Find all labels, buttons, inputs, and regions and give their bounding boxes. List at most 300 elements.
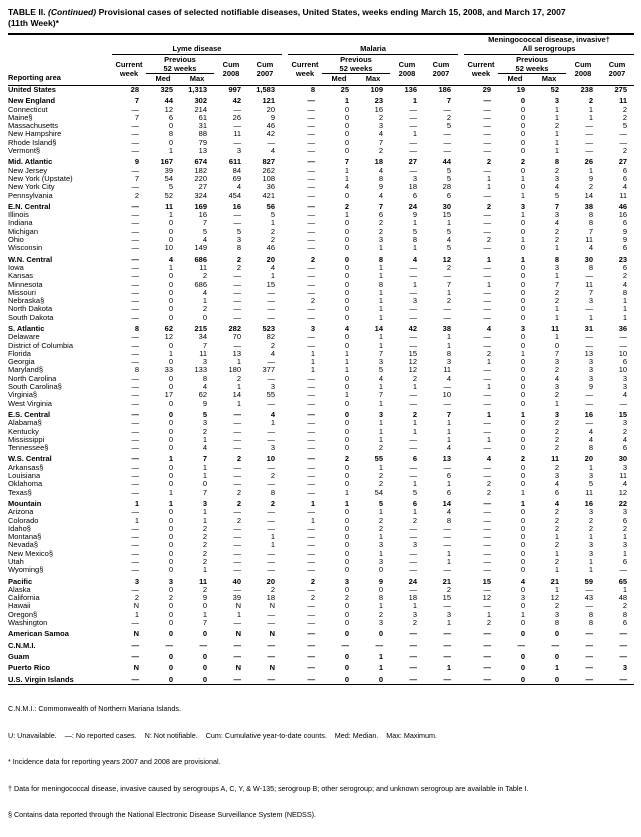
value-cell: 62: [164, 323, 173, 333]
value-cell: —: [443, 382, 452, 392]
current-week-header: Current week: [467, 60, 495, 79]
value-cell: 9: [622, 235, 628, 245]
value-cell: 0: [520, 243, 526, 253]
table-row: [8, 155, 634, 166]
value-cell: 56: [266, 201, 276, 211]
value-cell: 0: [168, 398, 173, 408]
value-cell: 10: [164, 243, 173, 253]
value-cell: 1: [446, 434, 452, 444]
value-cell: 3: [270, 443, 276, 453]
value-cell: 2: [446, 296, 452, 306]
value-cell: 1: [554, 137, 560, 147]
value-cell: 1: [412, 279, 418, 289]
value-cell: 8: [588, 218, 594, 228]
value-cell: —: [409, 271, 418, 281]
value-cell: 0: [168, 357, 173, 367]
value-cell: 25: [340, 84, 350, 94]
value-cell: 55: [374, 454, 384, 464]
value-cell: 2: [486, 479, 492, 489]
value-cell: 0: [168, 287, 173, 297]
value-cell: —: [585, 418, 594, 428]
reporting-area-cell: C.N.M.I.: [8, 640, 36, 650]
reporting-area-cell: Mountain: [8, 498, 42, 508]
reporting-area-cell: Idaho§: [8, 524, 31, 533]
value-cell: 1: [486, 434, 492, 444]
value-cell: 262: [262, 165, 276, 175]
value-cell: 0: [168, 279, 173, 289]
value-cell: 21: [550, 576, 560, 586]
value-cell: 0: [168, 462, 173, 472]
value-cell: —: [409, 434, 418, 444]
value-cell: 1: [236, 382, 241, 392]
value-cell: 1: [446, 557, 452, 566]
value-cell: —: [307, 235, 316, 245]
table-row: [8, 558, 634, 566]
value-cell: 0: [520, 104, 526, 114]
value-cell: 0: [344, 340, 350, 350]
value-cell: 1: [520, 409, 526, 419]
value-cell: 1: [588, 312, 594, 322]
value-cell: 6: [622, 165, 628, 175]
value-cell: —: [483, 340, 492, 350]
value-cell: —: [409, 165, 418, 175]
value-cell: 0: [520, 365, 526, 375]
value-cell: N: [235, 629, 241, 639]
value-cell: —: [131, 651, 139, 661]
value-cell: 4: [520, 576, 526, 586]
value-cell: 1: [378, 340, 384, 350]
value-cell: 0: [554, 629, 560, 639]
group-name: Meningococcal disease, invasive†: [488, 35, 610, 44]
table-row: [8, 480, 634, 488]
value-cell: 31: [198, 121, 207, 131]
value-cell: 0: [520, 296, 526, 306]
value-cell: 1: [270, 218, 276, 228]
value-cell: —: [409, 443, 418, 453]
value-cell: 8: [554, 157, 560, 167]
value-cell: 3: [588, 296, 594, 306]
value-cell: 0: [344, 532, 350, 542]
value-cell: —: [307, 443, 316, 453]
value-cell: 46: [618, 201, 628, 211]
value-cell: 4: [344, 182, 350, 192]
value-cell: 0: [168, 235, 173, 245]
value-cell: 0: [520, 523, 526, 533]
value-cell: 827: [262, 157, 276, 167]
value-cell: 238: [580, 84, 594, 94]
value-cell: 11: [619, 471, 628, 481]
value-cell: 0: [520, 304, 526, 314]
value-cell: —: [483, 565, 492, 575]
value-cell: 108: [262, 173, 276, 183]
value-cell: 11: [551, 323, 560, 333]
value-cell: 2: [202, 532, 207, 542]
value-cell: —: [307, 340, 316, 350]
value-cell: 30: [618, 454, 628, 464]
value-cell: —: [307, 137, 316, 147]
value-cell: 7: [202, 218, 207, 228]
value-cell: 4: [202, 235, 207, 245]
value-cell: —: [483, 584, 492, 594]
value-cell: 11: [199, 348, 207, 358]
value-cell: —: [267, 398, 276, 408]
value-cell: —: [131, 279, 139, 289]
value-cell: —: [307, 210, 316, 220]
value-cell: 1: [520, 190, 526, 200]
value-cell: 1: [588, 112, 594, 122]
value-cell: —: [131, 146, 139, 156]
reporting-area-cell: North Dakota: [8, 305, 53, 314]
value-cell: 0: [344, 104, 350, 114]
value-cell: 1: [168, 210, 173, 220]
table-row: [8, 314, 634, 322]
value-cell: —: [483, 271, 492, 281]
value-cell: 1: [344, 357, 350, 367]
value-cell: 7: [554, 279, 560, 289]
value-cell: —: [131, 357, 139, 367]
value-cell: 0: [168, 296, 173, 306]
value-cell: 2: [554, 426, 560, 436]
value-cell: 1: [134, 498, 139, 508]
value-cell: 0: [520, 312, 526, 322]
value-cell: —: [131, 243, 139, 253]
table-row: [8, 342, 634, 350]
value-cell: 3: [378, 409, 384, 419]
value-cell: 0: [168, 471, 173, 481]
value-cell: —: [409, 629, 418, 639]
value-cell: 0: [202, 479, 207, 489]
value-cell: 2: [622, 601, 628, 611]
table-continued-label: (Continued): [47, 7, 97, 17]
value-cell: 3: [554, 409, 560, 419]
value-cell: —: [307, 434, 316, 444]
value-cell: 2: [310, 254, 316, 264]
value-cell: —: [409, 532, 418, 542]
value-cell: 84: [232, 165, 241, 175]
value-cell: —: [131, 409, 139, 419]
value-cell: 2: [520, 157, 526, 167]
previous-52-weeks-label: Previous 52 weeks: [339, 55, 373, 73]
value-cell: 0: [202, 651, 207, 661]
value-cell: 3: [622, 663, 628, 673]
value-cell: —: [131, 398, 139, 408]
value-cell: 5: [168, 182, 173, 192]
table-row: [8, 436, 634, 444]
value-cell: 30: [584, 254, 594, 264]
value-cell: 0: [344, 296, 350, 306]
value-cell: —: [233, 471, 241, 481]
value-cell: —: [233, 640, 241, 650]
value-cell: 109: [370, 84, 384, 94]
value-cell: 1: [378, 382, 384, 392]
value-cell: 2: [270, 498, 276, 508]
table-row: [8, 322, 634, 333]
value-cell: 26: [584, 157, 594, 167]
value-cell: 4: [378, 190, 384, 200]
value-cell: 1: [412, 243, 418, 253]
value-cell: 1: [588, 462, 594, 472]
value-cell: —: [267, 507, 276, 517]
value-cell: —: [131, 479, 139, 489]
value-cell: —: [443, 271, 452, 281]
value-cell: 2: [554, 507, 560, 517]
value-cell: 0: [520, 340, 526, 350]
value-cell: 7: [344, 157, 350, 167]
value-cell: 0: [344, 523, 350, 533]
max-column-header: Max: [365, 74, 381, 84]
value-cell: 8: [622, 609, 628, 619]
value-cell: 2: [236, 515, 241, 525]
table-header: [8, 34, 634, 85]
value-cell: —: [307, 157, 316, 167]
value-cell: 0: [520, 398, 526, 408]
value-cell: —: [199, 640, 207, 650]
value-cell: 2: [622, 271, 628, 281]
value-cell: 1: [344, 365, 350, 375]
value-cell: —: [409, 462, 418, 472]
value-cell: 0: [344, 565, 350, 575]
table-row: [8, 383, 634, 391]
value-cell: 2: [622, 104, 628, 114]
value-cell: 0: [344, 651, 350, 661]
value-cell: 2: [310, 296, 316, 306]
value-cell: —: [267, 609, 276, 619]
value-cell: 5: [554, 190, 560, 200]
value-cell: —: [267, 287, 276, 297]
value-cell: 11: [551, 454, 560, 464]
reporting-area-cell: Louisiana: [8, 472, 41, 481]
value-cell: —: [233, 532, 241, 542]
value-cell: 0: [520, 462, 526, 472]
table-row: [8, 122, 634, 130]
value-cell: 11: [165, 201, 173, 211]
table-row: [8, 333, 634, 341]
value-cell: —: [483, 137, 492, 147]
value-cell: —: [585, 146, 594, 156]
value-cell: 8: [378, 173, 384, 183]
value-cell: 1: [554, 243, 560, 253]
value-cell: 0: [520, 121, 526, 131]
value-cell: —: [483, 390, 492, 400]
value-cell: 0: [520, 137, 526, 147]
value-cell: 2: [378, 226, 384, 236]
table-row: [8, 175, 634, 183]
value-cell: 1: [236, 357, 241, 367]
value-cell: —: [131, 121, 139, 131]
value-cell: —: [131, 507, 139, 517]
value-cell: 9: [134, 157, 139, 167]
value-cell: 169: [194, 201, 207, 211]
table-row: [8, 428, 634, 436]
value-cell: —: [483, 262, 492, 272]
value-cell: —: [267, 640, 276, 650]
value-cell: 1: [554, 548, 560, 558]
value-cell: 1: [520, 173, 526, 183]
value-cell: —: [131, 312, 139, 322]
value-cell: 4: [236, 182, 241, 192]
value-cell: —: [619, 629, 628, 639]
value-cell: 0: [168, 312, 173, 322]
value-cell: 0: [378, 565, 384, 575]
value-cell: —: [307, 557, 316, 566]
value-cell: 1: [202, 565, 207, 575]
value-cell: 0: [168, 618, 173, 628]
value-cell: —: [409, 471, 418, 481]
value-cell: 8: [310, 84, 316, 94]
value-cell: —: [619, 137, 628, 147]
value-cell: 2: [412, 515, 418, 525]
value-cell: 0: [168, 373, 173, 383]
value-cell: —: [307, 304, 316, 314]
value-cell: 11: [585, 487, 594, 497]
value-cell: —: [483, 507, 492, 517]
value-cell: 4: [446, 235, 452, 245]
reporting-area-cell: Hawaii: [8, 602, 31, 611]
value-cell: 3: [588, 548, 594, 558]
value-cell: —: [233, 434, 241, 444]
value-cell: 3: [378, 235, 384, 245]
reporting-area-cell: Ohio: [8, 236, 24, 245]
value-cell: 4: [446, 373, 452, 383]
value-cell: 3: [588, 507, 594, 517]
value-cell: —: [443, 137, 452, 147]
value-cell: 0: [520, 129, 526, 139]
value-cell: —: [233, 409, 241, 419]
value-cell: —: [267, 426, 276, 436]
value-cell: 7: [378, 137, 384, 147]
value-cell: 3: [622, 418, 628, 428]
value-cell: 3: [554, 210, 560, 220]
value-cell: 0: [344, 462, 350, 472]
value-cell: —: [443, 651, 452, 661]
footnote-section: § Contains data reported through the National Electronic Disease Surveillance System (NEDSS).: [8, 810, 317, 820]
value-cell: —: [307, 121, 316, 131]
value-cell: 9: [270, 112, 276, 122]
value-cell: 88: [198, 129, 207, 139]
value-cell: —: [131, 418, 139, 428]
value-cell: 1: [344, 498, 350, 508]
value-cell: 4: [554, 479, 560, 489]
value-cell: 12: [164, 104, 173, 114]
value-cell: 0: [520, 287, 526, 297]
table-title-line1: [8, 7, 634, 18]
value-cell: —: [233, 565, 241, 575]
value-cell: 0: [520, 271, 526, 281]
value-cell: 4: [412, 254, 418, 264]
value-cell: 4: [486, 323, 492, 333]
value-cell: 4: [554, 373, 560, 383]
value-cell: —: [307, 271, 316, 281]
value-cell: 6: [412, 454, 418, 464]
value-cell: 3: [378, 540, 384, 550]
value-cell: 3: [134, 576, 139, 586]
value-cell: 2: [270, 584, 276, 594]
table-row: [8, 106, 634, 114]
value-cell: 121: [262, 96, 276, 106]
value-cell: 15: [442, 210, 452, 220]
value-cell: 0: [168, 226, 173, 236]
value-cell: 454: [228, 190, 241, 200]
value-cell: 3: [378, 618, 384, 628]
value-cell: —: [619, 651, 628, 661]
value-cell: —: [233, 296, 241, 306]
value-cell: 1: [622, 548, 628, 558]
value-cell: 0: [520, 96, 526, 106]
table-row: [8, 661, 634, 672]
value-cell: 54: [164, 173, 173, 183]
value-cell: —: [267, 373, 276, 383]
value-cell: 3: [236, 235, 241, 245]
current-week-header: Current week: [115, 60, 143, 79]
value-cell: 3: [622, 540, 628, 550]
value-cell: 4: [622, 390, 628, 400]
value-cell: —: [483, 557, 492, 566]
value-cell: —: [443, 129, 452, 139]
value-cell: 3: [622, 373, 628, 383]
value-cell: 2: [554, 287, 560, 297]
value-cell: 0: [520, 540, 526, 550]
value-cell: —: [409, 112, 418, 122]
value-cell: 0: [168, 426, 173, 436]
value-cell: N: [269, 601, 276, 611]
table-row: [8, 211, 634, 219]
value-cell: 0: [344, 146, 350, 156]
value-cell: 16: [584, 498, 594, 508]
reporting-area-cell: New England: [8, 96, 56, 106]
value-cell: —: [233, 557, 241, 566]
value-cell: —: [483, 515, 492, 525]
value-cell: —: [619, 398, 628, 408]
value-cell: 1,313: [188, 84, 207, 94]
value-cell: 24: [408, 201, 418, 211]
table-row: [8, 611, 634, 619]
footnote-dagger: † Data for meningococcal disease, invasive caused by serogroups A, C, Y, & W-135; serogroup B; other serogroup; and unknown serogroup are available in Table I.: [8, 783, 529, 793]
value-cell: 0: [344, 243, 350, 253]
reporting-area-cell: California: [8, 594, 40, 603]
value-cell: —: [233, 507, 241, 517]
value-cell: 15: [618, 409, 628, 419]
value-cell: 0: [344, 312, 350, 322]
value-cell: 9: [202, 593, 207, 603]
value-cell: 1: [554, 112, 560, 122]
value-cell: 0: [520, 674, 526, 684]
value-cell: 2: [310, 593, 316, 603]
value-cell: —: [585, 340, 594, 350]
value-cell: 0: [520, 373, 526, 383]
value-cell: —: [409, 674, 418, 684]
value-cell: 5: [412, 226, 418, 236]
value-cell: 1: [310, 357, 316, 367]
value-cell: 0: [168, 304, 173, 314]
value-cell: 31: [584, 323, 594, 333]
table-row: [8, 94, 634, 105]
value-cell: 136: [404, 84, 418, 94]
value-cell: 1: [412, 479, 418, 489]
value-cell: 1: [168, 262, 173, 272]
value-cell: 0: [168, 584, 173, 594]
value-cell: —: [409, 565, 418, 575]
value-cell: —: [375, 640, 384, 650]
value-cell: 24: [408, 576, 418, 586]
value-cell: —: [585, 651, 594, 661]
value-cell: N: [133, 663, 139, 673]
value-cell: 6: [622, 357, 628, 367]
value-cell: —: [409, 262, 418, 272]
value-cell: 0: [344, 629, 350, 639]
value-cell: 6: [622, 515, 628, 525]
value-cell: 0: [344, 262, 350, 272]
med-column-header: Med: [331, 74, 347, 84]
